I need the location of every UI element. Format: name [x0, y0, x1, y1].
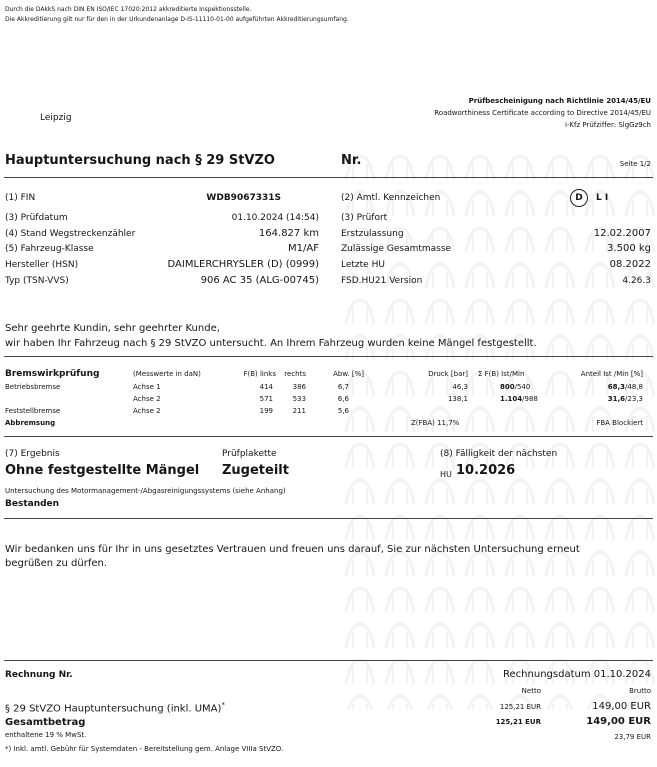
brake-header-pressure: Druck [bar]: [428, 370, 468, 378]
city: Leipzig: [40, 113, 72, 123]
maker-value: DAIMLERCHRYSLER (D) (0999): [167, 259, 319, 270]
due-value: 10.2026: [456, 463, 516, 478]
odometer-label: (4) Stand Wegstreckenzähler: [5, 229, 136, 239]
brake-header-deviation: Abw. [%]: [333, 370, 364, 378]
plakette-value: Zugeteilt: [222, 463, 289, 478]
plakette-label: Prüfplakette: [222, 449, 277, 459]
brake-header-values: (Messwerte in daN): [133, 370, 201, 378]
abbremsung-label: Abbremsung: [5, 419, 56, 427]
place-label: (3) Prüfort: [341, 213, 388, 223]
emission-value: Bestanden: [5, 499, 60, 509]
brake-row-share-min: /23,3: [625, 395, 643, 403]
divider: [4, 518, 653, 519]
fsd-value: 4.26.3: [622, 276, 651, 286]
vat-value: 23,79 EUR: [614, 733, 651, 741]
type-value: 906 AC 35 (ALG-00745): [200, 275, 319, 286]
brake-row-share-actual: 31,6: [607, 395, 626, 403]
brake-row-axle: Achse 2: [133, 407, 161, 415]
type-label: Typ (TSN-VVS): [5, 276, 69, 286]
brake-row-label: Betriebsbremse: [5, 383, 61, 391]
brutto-label: Brutto: [629, 687, 651, 695]
due-prefix: HU: [440, 470, 452, 479]
maker-label: Hersteller (HSN): [5, 260, 79, 270]
brake-row-left: 571: [259, 395, 273, 403]
brake-row-axle: Achse 1: [133, 383, 161, 391]
zfba-value: Z(FBA) 11,7%: [411, 419, 460, 427]
brake-row-sum-actual: 800: [500, 383, 515, 391]
plate-label: (2) Amtl. Kennzeichen: [341, 193, 441, 203]
invoice-item-label: § 29 StVZO Hauptuntersuchung (inkl. UMA): [5, 703, 222, 715]
netto-label: Netto: [521, 687, 541, 695]
invoice-item-netto: 125,21 EUR: [499, 703, 541, 711]
divider: [4, 436, 653, 437]
total-brutto: 149,00 EUR: [586, 716, 651, 727]
page-title: Hauptuntersuchung nach § 29 StVZO: [5, 153, 275, 168]
accreditation-line-2: Die Akkreditierung gilt nur für den in der Urkundenanlage D-IS-11110-01-00 aufgeführten Akkreditierungsumfang.: [5, 16, 349, 23]
date-value: 01.10.2024 (14:54): [231, 213, 319, 223]
registration-label: Erstzulassung: [341, 229, 404, 239]
page-number: Seite 1/2: [619, 160, 651, 168]
fin-label: (1) FIN: [5, 193, 36, 203]
due-label: (8) Fälligkeit der nächsten: [440, 449, 558, 459]
invoice-footnote: *) Inkl. amtl. Gebühr für Systemdaten - Bereitstellung gem. Anlage VIIIa StVZO.: [5, 745, 284, 753]
registration-value: 12.02.2007: [593, 228, 651, 239]
brake-row-share-min: /48,8: [625, 383, 643, 391]
brake-row-pressure: 46,3: [452, 383, 468, 391]
nr-label: Nr.: [341, 153, 362, 168]
brake-row-deviation: 6,6: [337, 395, 349, 403]
plate-value: L I: [596, 193, 609, 203]
total-label: Gesamtbetrag: [5, 717, 86, 728]
total-netto: 125,21 EUR: [495, 718, 541, 726]
vat-label: enthaltene 19 % MwSt.: [5, 731, 87, 739]
odometer-value: 164.827 km: [258, 228, 319, 239]
invoice-item-footnote-mark: *: [221, 701, 225, 709]
brake-row-sum-actual: 1.104: [500, 395, 523, 403]
divider: [4, 660, 653, 661]
brake-row-sum-min: /988: [522, 395, 538, 403]
brake-row-sum-min: /540: [514, 383, 531, 391]
emission-label: Untersuchung des Motormanagement-/Abgasreinigungssystems (siehe Anhang): [5, 487, 286, 495]
cert-title-de: Prüfbescheinigung nach Richtlinie 2014/45/EU: [468, 97, 651, 105]
fin-value: WDB9067331S: [206, 193, 281, 203]
mass-label: Zulässige Gesamtmasse: [341, 244, 452, 254]
brake-header-sum: Σ F(B) Ist/Min: [478, 370, 525, 378]
result-value: Ohne festgestellte Mängel: [5, 463, 200, 478]
brake-row-left: 199: [259, 407, 273, 415]
divider: [4, 177, 653, 178]
last-hu-value: 08.2022: [609, 259, 651, 270]
greeting-line-1: Sehr geehrte Kundin, sehr geehrter Kunde,: [5, 323, 220, 334]
fsd-label: FSD.HU21 Version: [341, 276, 423, 286]
invoice-date: Rechnungsdatum 01.10.2024: [503, 669, 651, 680]
thanks-line-1: Wir bedanken uns für Ihr in uns gesetztes Vertrauen und freuen uns darauf, Sie zur nächsten Untersuchung erneut: [5, 544, 580, 555]
brake-row-share-actual: 68,3: [607, 383, 626, 391]
plate-country-badge: D: [570, 189, 588, 207]
brake-row-pressure: 138,1: [447, 395, 468, 403]
thanks-line-2: begrüßen zu dürfen.: [5, 558, 108, 569]
date-label: (3) Prüfdatum: [5, 213, 68, 223]
class-value: M1/AF: [288, 243, 319, 254]
brake-row-right: 211: [292, 407, 306, 415]
checksum: i-Kfz Prüfziffer: SlgGz9ch: [564, 121, 651, 129]
mass-value: 3.500 kg: [607, 243, 651, 254]
brake-row-left: 414: [259, 383, 273, 391]
last-hu-label: Letzte HU: [341, 260, 385, 270]
brake-row-label: Feststellbremse: [5, 407, 61, 415]
result-label: (7) Ergebnis: [5, 449, 60, 459]
brake-test-title: Bremswirkprüfung: [5, 369, 100, 379]
brake-header-right: rechts: [284, 370, 306, 378]
brake-row-axle: Achse 2: [133, 395, 161, 403]
brake-header-share: Anteil Ist /Min [%]: [580, 370, 643, 378]
cert-title-en: Roadworthiness Certificate according to Directive 2014/45/EU: [434, 109, 651, 117]
invoice-item-brutto: 149,00 EUR: [592, 701, 651, 712]
brake-row-right: 533: [292, 395, 306, 403]
brake-row-deviation: 6,7: [337, 383, 349, 391]
class-label: (5) Fahrzeug-Klasse: [5, 244, 94, 254]
brake-row-right: 386: [292, 383, 306, 391]
brake-header-fb-left: F(B) links: [243, 370, 276, 378]
brake-row-deviation: 5,6: [337, 407, 349, 415]
accreditation-line-1: Durch die DAkkS nach DIN EN ISO/IEC 17020:2012 akkreditierte Inspektionsstelle.: [5, 6, 252, 13]
fba-status: FBA Blockiert: [596, 419, 643, 427]
greeting-line-2: wir haben Ihr Fahrzeug nach § 29 StVZO untersucht. An Ihrem Fahrzeug wurden keine Mängel festgestellt.: [5, 338, 537, 349]
divider: [4, 356, 653, 357]
invoice-nr-label: Rechnung Nr.: [5, 670, 73, 680]
